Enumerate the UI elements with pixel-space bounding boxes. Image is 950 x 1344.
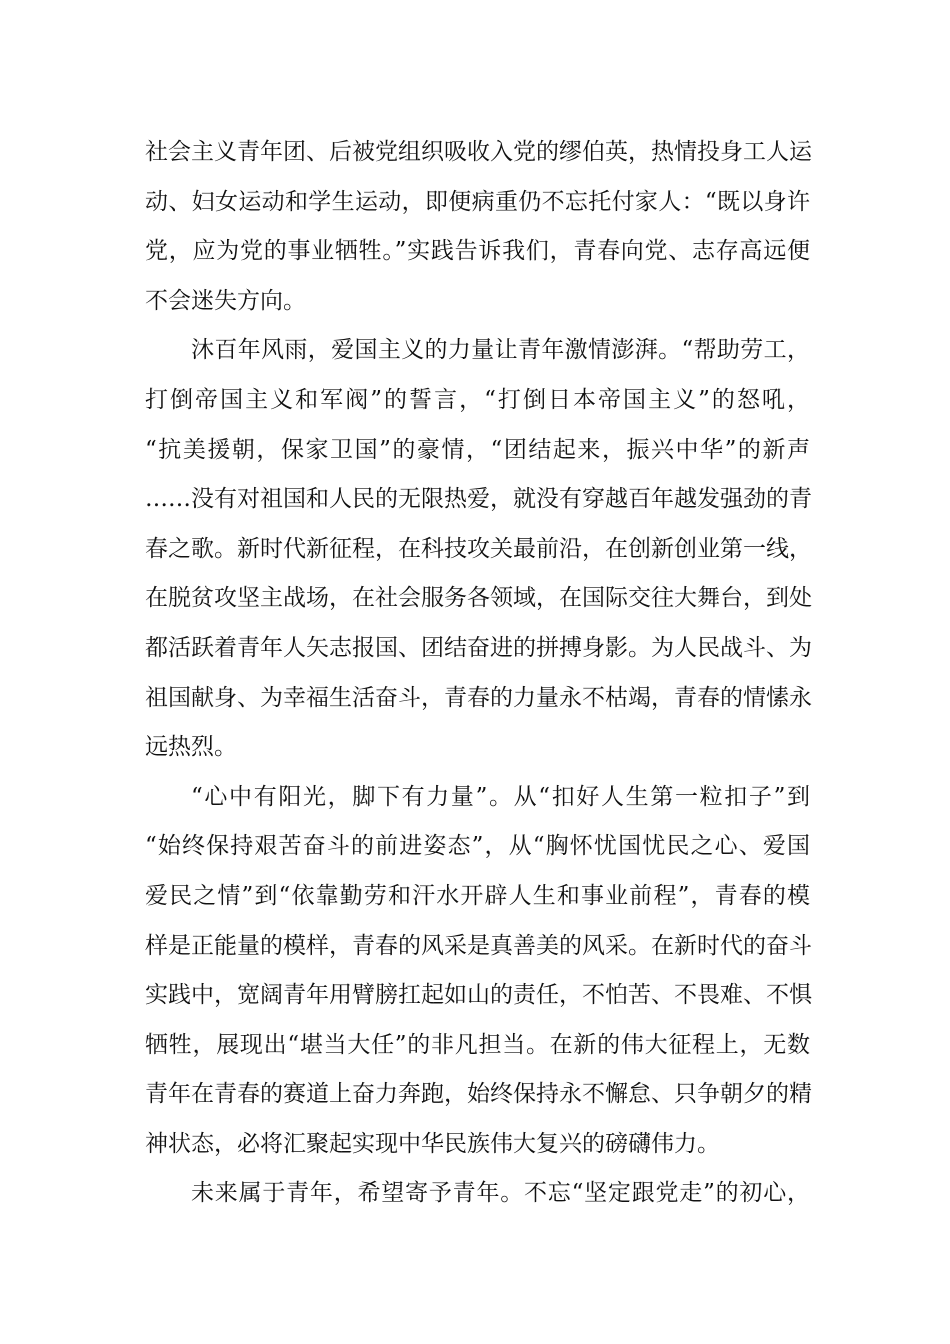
- text-line: 打倒帝国主义和军阀”的誓言，“打倒日本帝国主义”的怒吼，: [145, 386, 810, 413]
- text-line: 动、妇女运动和学生运动，即便病重仍不忘托付家人：“既以身许: [145, 188, 810, 215]
- text-line: 不会迷失方向。: [145, 287, 306, 314]
- text-line: 社会主义青年团、后被党组织吸收入党的缪伯英，热情投身工人运: [145, 139, 812, 165]
- text-line: 春之歌。新时代新征程，在科技攻关最前沿，在创新创业第一线，: [145, 535, 812, 562]
- document-body: [145, 128, 810, 1219]
- text-line: 在脱贫攻坚主战场，在社会服务各领域，在国际交往大舞台，到处: [145, 585, 812, 612]
- text-line: 青年在青春的赛道上奋力奔跑，始终保持永不懈怠、只争朝夕的精: [145, 1081, 812, 1108]
- text-line: “抗美援朝，保家卫国”的豪情，“团结起来，振兴中华”的新声: [145, 436, 810, 463]
- text-line: 牺牲，展现出“堪当大任”的非凡担当。在新的伟大征程上，无数: [145, 1031, 810, 1058]
- text-line: 远热烈。: [145, 734, 237, 761]
- text-line: “始终保持艰苦奋斗的前进姿态”，从“胸怀忧国忧民之心、爱国: [145, 833, 810, 860]
- text-line: 样是正能量的模样，青春的风采是真善美的风采。在新时代的奋斗: [145, 932, 812, 959]
- paragraph: [145, 1169, 810, 1219]
- text-line: 神状态，必将汇聚起实现中华民族伟大复兴的磅礴伟力。: [145, 1130, 720, 1157]
- text-line: 未来属于青年，希望寄予青年。不忘“坚定跟党走”的初心，: [191, 1180, 810, 1207]
- text-line: 祖国献身、为幸福生活奋斗，青春的力量永不枯竭，青春的情愫永: [145, 684, 812, 711]
- paragraph: [145, 773, 810, 1170]
- text-line: 爱民之情”到“依靠勤劳和汗水开辟人生和事业前程”，青春的模: [145, 882, 810, 909]
- text-line: 都活跃着青年人矢志报国、团结奋进的拼搏身影。为人民战斗、为: [145, 634, 812, 661]
- paragraph: [145, 128, 810, 326]
- text-line: 沐百年风雨，爱国主义的力量让青年激情澎湃。“帮助劳工，: [191, 337, 810, 364]
- text-line: ……没有对祖国和人民的无限热爱，就没有穿越百年越发强劲的青: [145, 486, 812, 513]
- paragraph: [145, 326, 810, 772]
- text-line: 党，应为党的事业牺牲。”实践告诉我们，青春向党、志存高远便: [145, 238, 810, 265]
- text-line: “心中有阳光，脚下有力量”。从“扣好人生第一粒扣子”到: [191, 783, 810, 810]
- text-line: 实践中，宽阔青年用臂膀扛起如山的责任，不怕苦、不畏难、不惧: [145, 982, 812, 1009]
